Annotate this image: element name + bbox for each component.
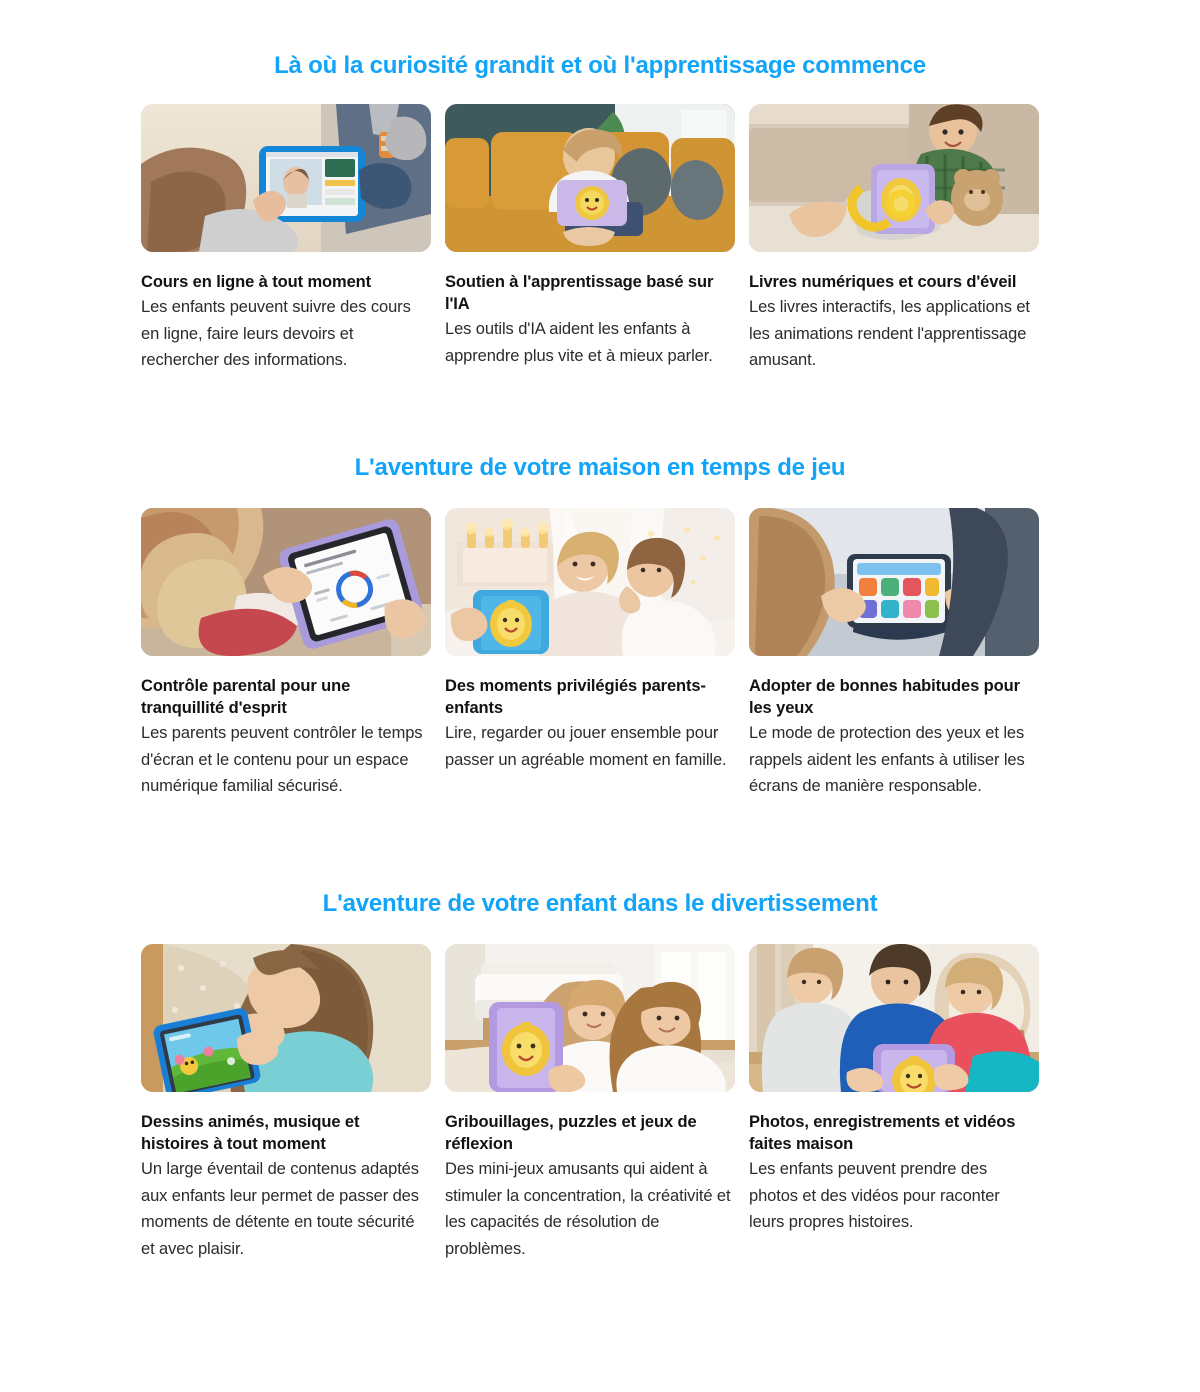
section-learning xyxy=(0,0,1200,436)
card-title: Cours en ligne à tout moment xyxy=(141,272,372,291)
section-heading-family-time: L'aventure de votre maison en temps de jeu xyxy=(354,454,846,481)
card-title: Contrôle parental pour une tranquillité d'esprit xyxy=(141,676,351,717)
card-description: Un large éventail de contenus adaptés aux enfants leur permet de passer des moments de détente en toute sécurité et avec plaisir. xyxy=(141,1160,419,1259)
section-family-time xyxy=(0,436,1200,872)
card-description: Les outils d'IA aident les enfants à apprendre plus vite et à mieux parler. xyxy=(445,320,713,365)
card-image-boy-teddy-tablet xyxy=(749,104,1039,252)
card-image-two-girls-tablet xyxy=(445,944,735,1092)
feature-card[interactable] xyxy=(141,508,431,800)
card-title: Des moments privilégiés parents-enfants xyxy=(445,676,706,717)
feature-card[interactable] xyxy=(445,104,735,370)
card-title: Dessins animés, musique et histoires à tout moment xyxy=(141,1112,360,1153)
card-image-mother-daughter-bed xyxy=(445,508,735,656)
card-row-entertainment xyxy=(140,944,1060,1263)
feature-card[interactable] xyxy=(141,104,431,374)
card-description: Les parents peuvent contrôler le temps d'écran et le contenu pour un espace numérique familial sécurisé. xyxy=(141,724,423,796)
card-image-girl-on-carpet-game xyxy=(141,944,431,1092)
card-description: Des mini-jeux amusants qui aident à stimuler la concentration, la créativité et les capacités de résolution de problèmes. xyxy=(445,1160,731,1259)
card-description: Les enfants peuvent suivre des cours en ligne, faire leurs devoirs et rechercher des informations. xyxy=(141,297,411,370)
card-image-girl-kids-app-grid xyxy=(749,508,1039,656)
feature-card[interactable] xyxy=(141,944,431,1263)
feature-card[interactable] xyxy=(749,508,1039,800)
card-description: Les enfants peuvent prendre des photos et des vidéos pour raconter leurs propres histoires. xyxy=(749,1160,1000,1232)
card-title: Soutien à l'apprentissage basé sur l'IA xyxy=(445,272,714,313)
card-title: Livres numériques et cours d'éveil xyxy=(749,272,1017,291)
card-row-learning xyxy=(140,104,1060,374)
feature-card[interactable] xyxy=(749,944,1039,1236)
card-image-three-children-tablet xyxy=(749,944,1039,1092)
section-entertainment xyxy=(0,872,1200,1312)
section-heading-learning: Là où la curiosité grandit et où l'apprentissage commence xyxy=(274,52,926,79)
card-title: Gribouillages, puzzles et jeux de réflexion xyxy=(445,1112,697,1153)
card-description: Le mode de protection des yeux et les rappels aident les enfants à utiliser les écrans de manière responsable. xyxy=(749,724,1025,796)
card-image-toddler-sofa xyxy=(445,104,735,252)
card-description: Les livres interactifs, les applications et les animations rendent l'apprentissage amusant. xyxy=(749,297,1030,370)
section-heading-entertainment: L'aventure de votre enfant dans le divertissement xyxy=(322,890,878,917)
card-row-family-time xyxy=(140,508,1060,800)
feature-card[interactable] xyxy=(749,104,1039,374)
card-title: Photos, enregistrements et vidéos faites maison xyxy=(749,1112,1016,1153)
feature-card[interactable] xyxy=(445,508,735,774)
card-image-boy-online-class xyxy=(141,104,431,252)
feature-card[interactable] xyxy=(445,944,735,1263)
card-description: Lire, regarder ou jouer ensemble pour passer un agréable moment en famille. xyxy=(445,724,727,769)
card-image-parental-controls xyxy=(141,508,431,656)
card-title: Adopter de bonnes habitudes pour les yeux xyxy=(749,676,1020,717)
